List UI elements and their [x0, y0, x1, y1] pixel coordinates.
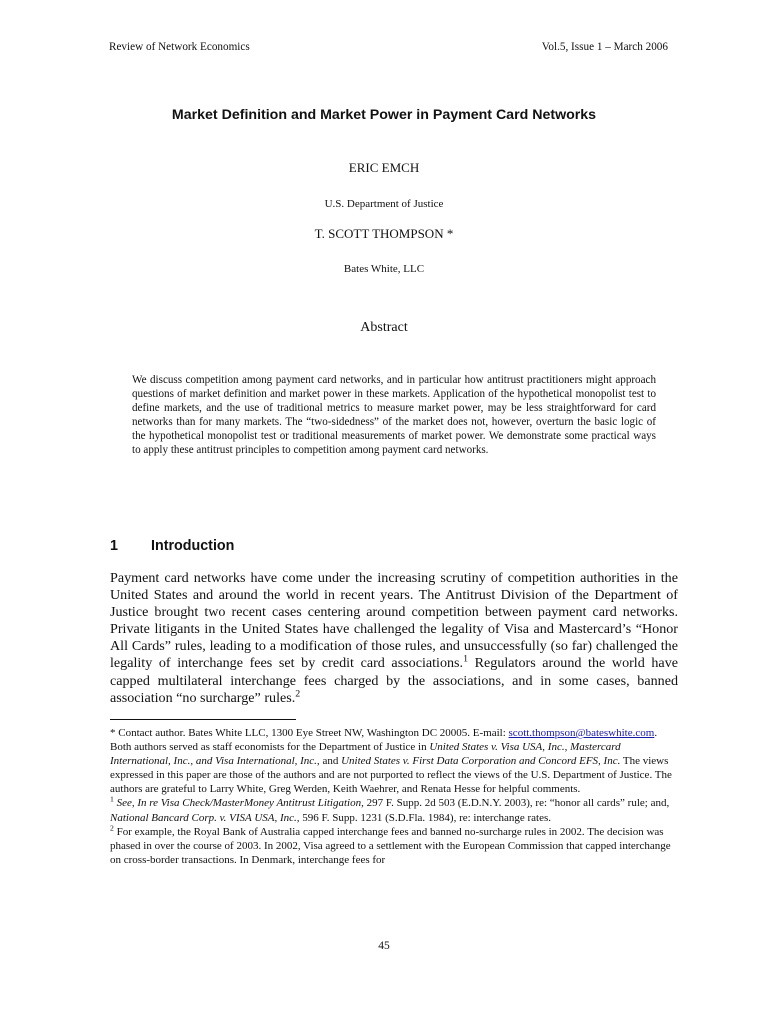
case-citation: See, In re Visa Check/MasterMoney Antitrust Litigation,: [113, 797, 364, 810]
footnotes: [110, 726, 676, 867]
intro-paragraph: [110, 570, 678, 707]
case-citation: United States v. Visa USA, Inc., Mastercard International, Inc., and Visa International, Inc.,: [110, 741, 621, 768]
intro-text: Regulators around the world have capped multilateral interchange fees charged by the associations, and in some cases, banned association “no surcharge” rules.: [110, 655, 678, 706]
footnote-ref[interactable]: 1: [463, 653, 469, 665]
footnote-text: . Both authors served as staff economists for the Department of Justice in: [110, 727, 658, 754]
author-affiliation: Bates White, LLC: [343, 263, 425, 275]
journal-name: Review of Network Economics: [109, 41, 250, 53]
section-number: 1: [110, 538, 118, 554]
author-name: ERIC EMCH: [348, 160, 420, 175]
footnote-text: Contact author. Bates White LLC, 1300 Eye Street NW, Washington DC 20005. E-mail:: [115, 727, 509, 739]
running-header: [109, 41, 668, 53]
footnote-star: [110, 726, 676, 796]
footnote-1: [110, 796, 676, 824]
footnote-text: 596 F. Supp. 1231 (S.D.Fla. 1984), re: interchange rates.: [299, 811, 552, 824]
footnote-marker: 1: [110, 794, 114, 804]
page-number: 45: [378, 940, 390, 952]
footnote-text: For example, the Royal Bank of Australia capped interchange fees and banned no-surcharge rules in 2002. The decision was phased in over the course of 2003. In 2002, Visa agreed to a settlement with the European Commission that capped interchange on cross-border transactions. In Denmark, interchange fees for: [110, 825, 671, 866]
abstract-heading: Abstract: [360, 320, 408, 335]
section-heading: [110, 538, 234, 554]
paper-title: Market Definition and Market Power in Payment Card Networks: [171, 107, 597, 123]
issue-info: Vol.5, Issue 1 – March 2006: [541, 41, 668, 53]
email-link[interactable]: scott.thompson@bateswhite.com: [508, 727, 655, 739]
footnote-text: The views expressed in this paper are those of the authors and are not purported to reflect the views of the U.S. Department of Justice. The authors are grateful to Larry White, Greg Werden, Keith Waehrer, and Renata Hesse for helpful comments.: [110, 755, 672, 796]
footnote-marker: *: [110, 727, 116, 739]
footnote-ref[interactable]: 2: [295, 687, 301, 699]
abstract-text: We discuss competition among payment card networks, and in particular how antitrust practitioners might approach questions of market definition and market power in these markets. Application of the hypothetical monopolist test to define markets, and the use of traditional metrics to measure market power, may be less straightforward for card networks than for many markets. The “two-sidedness” of the market does not, however, overturn the basic logic of the hypothetical monopolist test or traditional measurements of market power. We demonstrate some practical ways to apply these antitrust principles to competition among payment card networks.: [132, 374, 656, 456]
case-citation: National Bancard Corp. v. VISA USA, Inc.,: [110, 811, 300, 824]
author-affiliation: U.S. Department of Justice: [324, 198, 444, 210]
section-title: Introduction: [151, 538, 235, 554]
author-name: T. SCOTT THOMPSON *: [314, 226, 454, 241]
footnote-2: [110, 825, 676, 867]
case-citation: United States v. First Data Corporation and Concord EFS, Inc.: [341, 755, 621, 768]
footnote-text: 297 F. Supp. 2d 503 (E.D.N.Y. 2003), re: “honor all cards” rule; and,: [363, 797, 670, 810]
footnote-marker: 2: [110, 823, 114, 832]
footnote-divider: [110, 719, 296, 720]
footnote-text: and: [319, 755, 342, 768]
intro-text: Payment card networks have come under the increasing scrutiny of competition authorities in the United States and around the world in recent years. The Antitrust Division of the Department of Justice brought two recent cases centering around competition between payment card networks. Private litigants in the United States have challenged the legality of Visa and Mastercard’s “Honor All Cards” rules, leading to a modification of those rules, and unsuccessfully (so far) challenged the legality of interchange fees set by credit card associations.: [110, 570, 678, 672]
